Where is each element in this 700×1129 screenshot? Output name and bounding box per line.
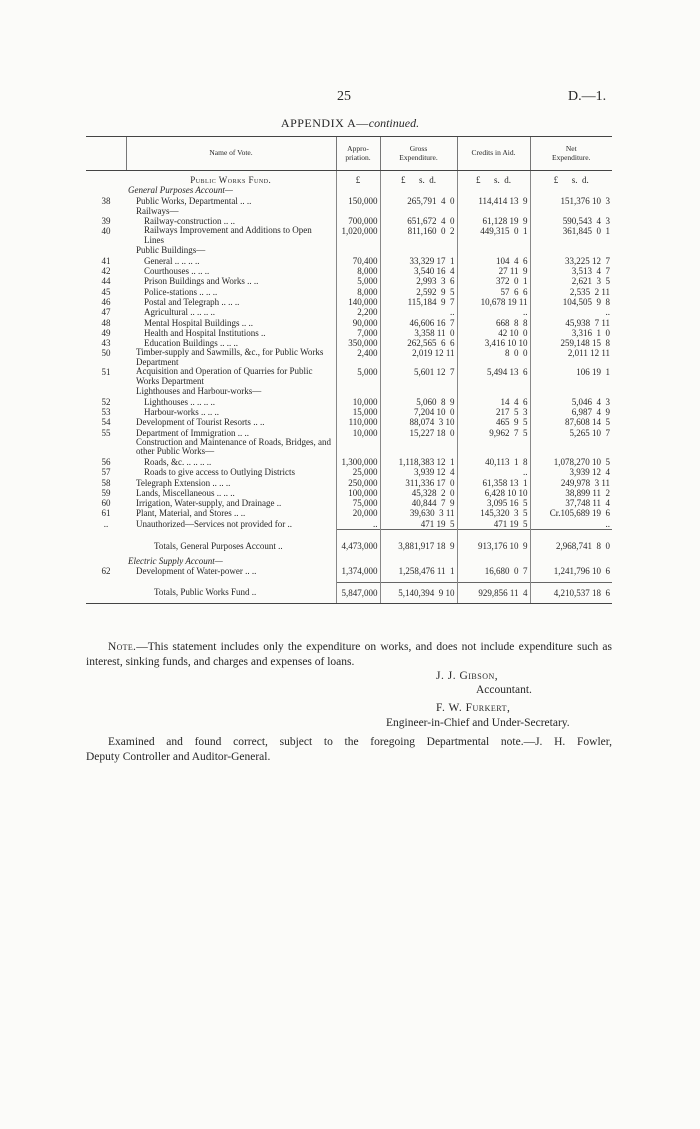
gross-expenditure-cell: 311,336 17 0 (380, 478, 457, 488)
vote-number: 39 (101, 216, 111, 227)
net-expenditure-cell: 106 19 1 (530, 367, 612, 386)
table-row (86, 438, 612, 457)
appropriation-cell: 5,000 (336, 276, 380, 286)
gross-expenditure-cell: 3,939 12 4 (380, 467, 457, 477)
table-row (86, 287, 612, 297)
appropriation-cell: 350,000 (336, 338, 380, 348)
vote-number: 44 (101, 276, 111, 287)
net-expenditure-cell: 3,513 4 7 (530, 266, 612, 276)
gross-expenditure-cell: 265,791 4 0 (380, 196, 457, 206)
table-row (86, 348, 612, 367)
vote-number: 60 (101, 498, 111, 509)
table-row (86, 367, 612, 386)
net-expenditure-cell: 5,046 4 3 (530, 397, 612, 407)
credits-in-aid-cell: 9,962 7 5 (457, 428, 530, 438)
credits-in-aid-cell: 5,494 13 6 (457, 367, 530, 386)
table-row (86, 245, 612, 255)
gross-expenditure-cell: 471 19 5 (380, 519, 457, 530)
appropriation-cell (336, 206, 380, 216)
total-label: Totals, Public Works Fund .. (126, 582, 336, 603)
table-row (86, 478, 612, 488)
credits-in-aid-cell: 217 5 3 (457, 407, 530, 417)
gross-expenditure-cell: 2,592 9 5 (380, 287, 457, 297)
gross-expenditure-cell: 1,118,383 12 1 (380, 457, 457, 467)
appropriation-cell (336, 386, 380, 396)
empty-cell (380, 556, 457, 566)
empty-cell (336, 556, 380, 566)
table-row (86, 407, 612, 417)
net-expenditure-cell: 104,505 9 8 (530, 297, 612, 307)
unit-gross: £ s. d. (380, 171, 457, 186)
unit-credits: £ s. d. (457, 171, 530, 186)
appropriation-cell: 100,000 (336, 488, 380, 498)
gross-expenditure-cell: 3,881,917 18 9 (380, 536, 457, 556)
vote-name: Lighthouses and Harbour-works— (136, 386, 262, 397)
vote-number: .. (103, 518, 109, 529)
appropriation-cell: 2,400 (336, 348, 380, 367)
appropriation-cell: 4,473,000 (336, 536, 380, 556)
appropriation-cell: 8,000 (336, 266, 380, 276)
appropriation-cell (336, 438, 380, 457)
vote-number: 53 (101, 407, 111, 418)
gross-expenditure-cell (380, 245, 457, 255)
credits-in-aid-cell: 913,176 10 9 (457, 536, 530, 556)
header-gross-expenditure: Gross Expenditure. (380, 137, 457, 171)
unit-appr: £ (336, 171, 380, 186)
gross-expenditure-cell: 5,060 8 9 (380, 397, 457, 407)
appropriation-cell: 15,000 (336, 407, 380, 417)
appropriation-cell: 1,300,000 (336, 457, 380, 467)
net-expenditure-cell (530, 245, 612, 255)
vote-number: 38 (101, 195, 111, 206)
appropriation-cell: 250,000 (336, 478, 380, 488)
appendix-title-prefix: APPENDIX A— (280, 116, 369, 130)
empty-cell (457, 556, 530, 566)
appropriation-cell: 8,000 (336, 287, 380, 297)
gross-expenditure-cell: 45,328 2 0 (380, 488, 457, 498)
net-expenditure-cell: 2,621 3 5 (530, 276, 612, 286)
net-expenditure-cell (530, 206, 612, 216)
vote-number: 43 (101, 338, 111, 349)
credits-in-aid-cell: .. (457, 467, 530, 477)
net-expenditure-cell: 2,011 12 11 (530, 348, 612, 367)
credits-in-aid-cell (457, 206, 530, 216)
examined-paragraph (86, 735, 612, 765)
gross-expenditure-cell: 39,630 3 11 (380, 508, 457, 518)
gross-expenditure-cell: 7,204 10 0 (380, 407, 457, 417)
header-vote-number (86, 137, 126, 171)
appropriation-cell: 150,000 (336, 196, 380, 206)
credits-in-aid-cell: 40,113 1 8 (457, 457, 530, 467)
vote-name: Courthouses .. .. .. (144, 266, 210, 277)
table-row (86, 297, 612, 307)
header-credits-in-aid: Credits in Aid. (457, 137, 530, 171)
net-expenditure-cell: 2,535 2 11 (530, 287, 612, 297)
net-expenditure-cell: 4,210,537 18 6 (530, 582, 612, 603)
general-heading-row (86, 185, 612, 195)
header-name-of-vote: Name of Vote. (126, 137, 336, 171)
general-purposes-heading: General Purposes Account— (128, 185, 233, 196)
vote-name: Timber-supply and Sawmills, &c., for Public Works Department (136, 348, 324, 367)
vote-number (86, 206, 126, 216)
vote-name: Railway-construction .. .. (144, 216, 235, 227)
vote-number (86, 438, 126, 457)
signature-gibson-title: Accountant. (476, 684, 532, 696)
credits-in-aid-cell: 668 8 8 (457, 318, 530, 328)
table-row (86, 276, 612, 286)
table-row (86, 216, 612, 226)
gross-expenditure-cell: 5,601 12 7 (380, 367, 457, 386)
net-expenditure-cell: 5,265 10 7 (530, 428, 612, 438)
vote-number: 62 (101, 566, 111, 577)
credits-in-aid-cell: 114,414 13 9 (457, 196, 530, 206)
net-expenditure-cell: 2,968,741 8 0 (530, 536, 612, 556)
table-header-row (86, 137, 612, 171)
vote-name: Public Works, Departmental .. .. (136, 195, 252, 206)
vote-name: Roads to give access to Outlying Districts (144, 467, 295, 478)
vote-number (86, 582, 126, 603)
credits-in-aid-cell: 57 6 6 (457, 287, 530, 297)
net-expenditure-cell: 38,899 11 2 (530, 488, 612, 498)
credits-in-aid-cell: 471 19 5 (457, 519, 530, 530)
net-expenditure-cell: 45,938 7 11 (530, 318, 612, 328)
gross-expenditure-cell: 3,540 16 4 (380, 266, 457, 276)
net-expenditure-cell: 6,987 4 9 (530, 407, 612, 417)
appropriation-cell: .. (336, 519, 380, 530)
net-expenditure-cell: 1,078,270 10 5 (530, 457, 612, 467)
vote-number (86, 245, 126, 255)
net-expenditure-cell: 33,225 12 7 (530, 256, 612, 266)
signature-furkert-name: F. W. Furkert, (436, 702, 511, 714)
credits-in-aid-cell: 104 4 6 (457, 256, 530, 266)
appropriation-cell: 10,000 (336, 397, 380, 407)
note-label: Note. (108, 641, 137, 653)
gross-expenditure-cell: 3,358 11 0 (380, 328, 457, 338)
electric-supply-heading: Electric Supply Account— (128, 555, 223, 566)
vote-name: Railways— (136, 205, 179, 216)
credits-in-aid-cell: 8 0 0 (457, 348, 530, 367)
vote-number: 48 (101, 317, 111, 328)
net-expenditure-cell: 590,543 4 3 (530, 216, 612, 226)
appropriation-cell: 700,000 (336, 216, 380, 226)
appropriation-cell: 1,374,000 (336, 566, 380, 576)
table-row (86, 328, 612, 338)
vote-name: Department of Immigration .. .. (136, 427, 249, 438)
electric-heading-row (86, 556, 612, 566)
gross-expenditure-cell: .. (380, 307, 457, 317)
vote-name: Acquisition and Operation of Quarries for Public Works Department (136, 367, 313, 386)
vote-number: 55 (101, 427, 111, 438)
examined-line-1: Examined and found correct, subject to the foregoing Departmental note.—J. H. Fowler, (108, 736, 612, 748)
vote-name: Railways Improvement and Additions to Open Lines (144, 226, 312, 245)
vote-number: 58 (101, 477, 111, 488)
table-row (86, 498, 612, 508)
gross-expenditure-cell: 2,019 12 11 (380, 348, 457, 367)
credits-in-aid-cell: .. (457, 307, 530, 317)
table-row (86, 256, 612, 266)
appropriation-cell: 140,000 (336, 297, 380, 307)
appropriation-cell: 5,847,000 (336, 582, 380, 603)
table-row (86, 508, 612, 518)
fund-heading: Public Works Fund. (190, 175, 272, 185)
vote-number: 46 (101, 296, 111, 307)
vote-number: 56 (101, 456, 111, 467)
appropriation-cell: 25,000 (336, 467, 380, 477)
net-expenditure-cell: 3,939 12 4 (530, 467, 612, 477)
table-row (86, 266, 612, 276)
document-code: D.—1. (568, 89, 607, 104)
signature-furkert-title: Engineer-in-Chief and Under-Secretary. (386, 717, 570, 729)
vote-number: 50 (101, 348, 111, 359)
gross-expenditure-cell: 33,329 17 1 (380, 256, 457, 266)
table-row (86, 307, 612, 317)
vote-name: Lands, Miscellaneous .. .. .. (136, 487, 235, 498)
table-row (86, 196, 612, 206)
net-expenditure-cell (530, 386, 612, 396)
credits-in-aid-cell (457, 245, 530, 255)
note-text: —This statement includes only the expenditure on works, and does not include expenditure such as interest, sinking funds, and charges and expenses of loans. (86, 641, 612, 668)
vote-name: Police-stations .. .. .. (144, 286, 218, 297)
gross-expenditure-cell (380, 438, 457, 457)
credits-in-aid-cell: 10,678 19 11 (457, 297, 530, 307)
appropriation-cell: 110,000 (336, 417, 380, 427)
general-total-row (86, 536, 612, 556)
expenditure-table-container (86, 136, 612, 604)
table-row (86, 338, 612, 348)
unit-net: £ s. d. (530, 171, 612, 186)
vote-number (86, 556, 126, 566)
credits-in-aid-cell: 14 4 6 (457, 397, 530, 407)
vote-number: 45 (101, 286, 111, 297)
appropriation-cell: 7,000 (336, 328, 380, 338)
net-expenditure-cell: 259,148 15 8 (530, 338, 612, 348)
vote-number (86, 536, 126, 556)
credits-in-aid-cell: 16,680 0 7 (457, 566, 530, 576)
vote-name: Development of Tourist Resorts .. .. (136, 417, 265, 428)
vote-name: Development of Water-power .. .. (136, 566, 257, 577)
gross-expenditure-cell: 40,844 7 9 (380, 498, 457, 508)
vote-number: 59 (101, 487, 111, 498)
signature-gibson-name: J. J. Gibson, (436, 670, 499, 682)
appropriation-cell: 5,000 (336, 367, 380, 386)
gross-expenditure-cell: 46,606 16 7 (380, 318, 457, 328)
vote-name: Irrigation, Water-supply, and Drainage .. (136, 498, 282, 509)
appropriation-cell: 20,000 (336, 508, 380, 518)
credits-in-aid-cell (457, 386, 530, 396)
header-appropriation: Appro- priation. (336, 137, 380, 171)
credits-in-aid-cell: 372 0 1 (457, 276, 530, 286)
credits-in-aid-cell: 61,128 19 9 (457, 216, 530, 226)
examined-line-2: Deputy Controller and Auditor-General. (86, 751, 271, 763)
gross-expenditure-cell: 88,074 3 10 (380, 417, 457, 427)
gross-expenditure-cell: 15,227 18 0 (380, 428, 457, 438)
table-row (86, 386, 612, 396)
gross-expenditure-cell: 5,140,394 9 10 (380, 582, 457, 603)
credits-in-aid-cell: 6,428 10 10 (457, 488, 530, 498)
vote-number: 61 (101, 508, 111, 519)
net-expenditure-cell: 249,978 3 11 (530, 478, 612, 488)
appropriation-cell: 10,000 (336, 428, 380, 438)
appropriation-cell: 70,400 (336, 256, 380, 266)
note-paragraph (86, 640, 612, 670)
table-row (86, 457, 612, 467)
appropriation-cell: 75,000 (336, 498, 380, 508)
vote-name: Public Buildings— (136, 245, 206, 256)
credits-in-aid-cell: 465 9 5 (457, 417, 530, 427)
credits-in-aid-cell (457, 438, 530, 457)
appendix-title (0, 116, 700, 131)
vote-name: Unauthorized—Services not provided for .. (136, 518, 292, 529)
units-row (86, 171, 612, 186)
header-net-expenditure: Net Expenditure. (530, 137, 612, 171)
appropriation-cell: 1,020,000 (336, 226, 380, 245)
vote-number: 52 (101, 396, 111, 407)
table-row (86, 566, 612, 576)
vote-number: 51 (101, 367, 111, 378)
gross-expenditure-cell: 811,160 0 2 (380, 226, 457, 245)
vote-number (86, 386, 126, 396)
vote-name: Harbour-works .. .. .. (144, 407, 220, 418)
appropriation-cell: 2,200 (336, 307, 380, 317)
table-row (86, 519, 612, 530)
vote-name: Education Buildings .. .. .. (144, 338, 238, 349)
vote-number: 41 (101, 255, 111, 266)
page-number: 25 (337, 89, 351, 104)
vote-name: Roads, &c. .. .. .. .. (144, 456, 212, 467)
table-row (86, 226, 612, 245)
total-label: Totals, General Purposes Account .. (154, 540, 283, 551)
vote-name: Lighthouses .. .. .. .. (144, 396, 215, 407)
credits-in-aid-cell: 929,856 11 4 (457, 582, 530, 603)
table-row (86, 397, 612, 407)
gross-expenditure-cell: 262,565 6 6 (380, 338, 457, 348)
table-row (86, 428, 612, 438)
table-row (86, 488, 612, 498)
vote-name: Postal and Telegraph .. .. .. (144, 296, 240, 307)
net-expenditure-cell: .. (530, 307, 612, 317)
vote-name: General .. .. .. .. (144, 255, 200, 266)
appropriation-cell (336, 245, 380, 255)
gross-expenditure-cell: 1,258,476 11 1 (380, 566, 457, 576)
empty-cell (530, 556, 612, 566)
vote-name: Telegraph Extension .. .. .. (136, 477, 231, 488)
vote-name: Health and Hospital Institutions .. (144, 327, 266, 338)
vote-number: 49 (101, 327, 111, 338)
credits-in-aid-cell: 449,315 0 1 (457, 226, 530, 245)
vote-number: 57 (101, 467, 111, 478)
credits-in-aid-cell: 42 10 0 (457, 328, 530, 338)
appropriation-cell: 90,000 (336, 318, 380, 328)
net-expenditure-cell: 151,376 10 3 (530, 196, 612, 206)
vote-number: 40 (101, 226, 111, 237)
net-expenditure-cell: 37,748 11 4 (530, 498, 612, 508)
expenditure-table (86, 136, 612, 604)
net-expenditure-cell: .. (530, 519, 612, 530)
gross-expenditure-cell (380, 206, 457, 216)
net-expenditure-cell: 87,608 14 5 (530, 417, 612, 427)
appendix-title-suffix: continued. (368, 116, 420, 130)
gross-expenditure-cell: 115,184 9 7 (380, 297, 457, 307)
table-row (86, 206, 612, 216)
credits-in-aid-cell: 145,320 3 5 (457, 508, 530, 518)
vote-name: Prison Buildings and Works .. .. (144, 276, 259, 287)
table-body (86, 171, 612, 604)
vote-number: 54 (101, 417, 111, 428)
vote-number: 42 (101, 266, 111, 277)
net-expenditure-cell: 1,241,796 10 6 (530, 566, 612, 576)
gross-expenditure-cell: 651,672 4 0 (380, 216, 457, 226)
vote-name: Mental Hospital Buildings .. .. (144, 317, 253, 328)
gross-expenditure-cell (380, 386, 457, 396)
net-expenditure-cell: 361,845 0 1 (530, 226, 612, 245)
fund-total-row (86, 582, 612, 603)
credits-in-aid-cell: 27 11 9 (457, 266, 530, 276)
table-row (86, 417, 612, 427)
net-expenditure-cell (530, 438, 612, 457)
table-row (86, 318, 612, 328)
credits-in-aid-cell: 61,358 13 1 (457, 478, 530, 488)
table-row (86, 467, 612, 477)
net-expenditure-cell: Cr.105,689 19 6 (530, 508, 612, 518)
vote-name: Agricultural .. .. .. .. (144, 307, 215, 318)
vote-name: Plant, Material, and Stores .. .. (136, 508, 246, 519)
gross-expenditure-cell: 2,993 3 6 (380, 276, 457, 286)
vote-name: Construction and Maintenance of Roads, Bridges, and other Public Works— (136, 437, 331, 457)
credits-in-aid-cell: 3,095 16 5 (457, 498, 530, 508)
credits-in-aid-cell: 3,416 10 10 (457, 338, 530, 348)
net-expenditure-cell: 3,316 1 0 (530, 328, 612, 338)
vote-number: 47 (101, 307, 111, 318)
